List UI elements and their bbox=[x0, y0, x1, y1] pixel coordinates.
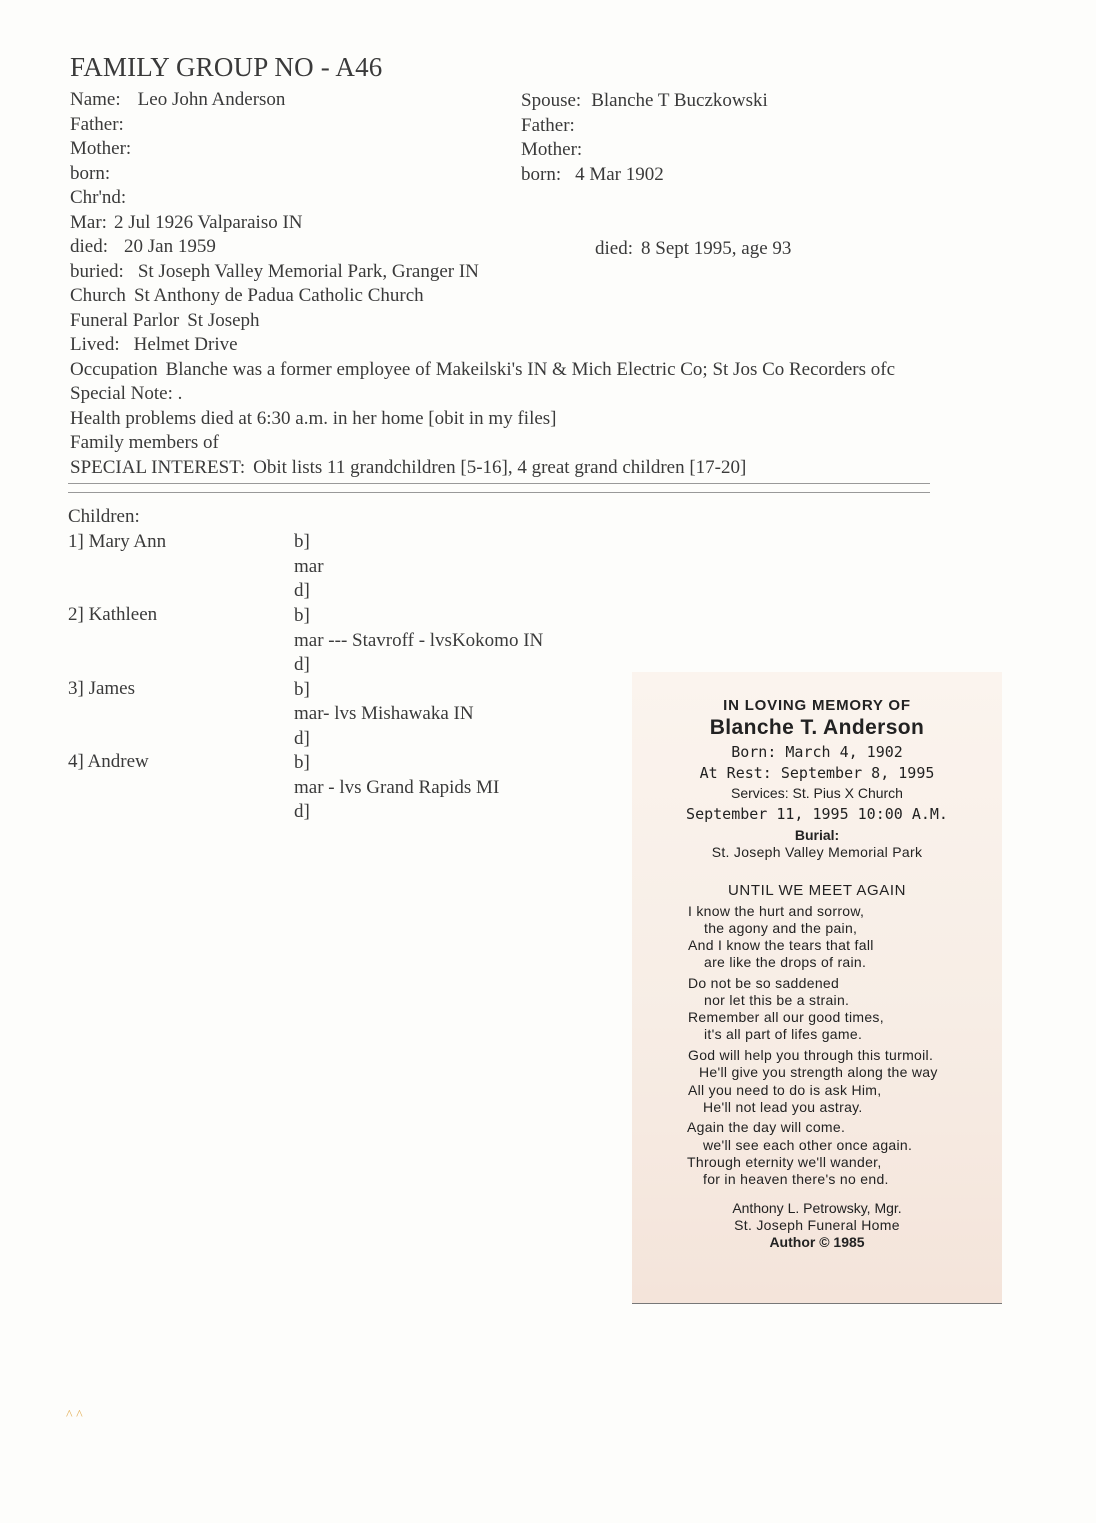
separator-line bbox=[68, 483, 930, 493]
father-label: Father: bbox=[70, 114, 124, 135]
church-row bbox=[70, 284, 424, 308]
spouse-label: Spouse: bbox=[521, 90, 582, 111]
husband-father-row bbox=[70, 113, 124, 137]
husband-born-row bbox=[70, 162, 110, 186]
born-label: born: bbox=[70, 163, 111, 184]
special-note-row bbox=[70, 382, 182, 406]
buried-value: St Joseph Valley Memorial Park, Granger IN bbox=[137, 261, 479, 282]
funeral-parlor-row bbox=[70, 309, 260, 333]
poem-line: I know the hurt and sorrow, bbox=[688, 903, 865, 919]
poem-line: He'll give you strength along the way bbox=[699, 1064, 938, 1080]
lived-value: Helmet Drive bbox=[133, 334, 238, 355]
child-marriage: mar- lvs Mishawaka IN bbox=[294, 703, 474, 724]
lived-label: Lived: bbox=[70, 334, 120, 355]
husband-died: 20 Jan 1959 bbox=[124, 236, 216, 257]
child-born: b] bbox=[294, 752, 310, 773]
poem-line: Again the day will come. bbox=[687, 1119, 846, 1135]
buried-row bbox=[70, 260, 479, 284]
card-bottom-edge bbox=[632, 1303, 1002, 1304]
husband-chrnd-row bbox=[70, 186, 126, 210]
poem-line: And I know the tears that fall bbox=[688, 937, 874, 953]
marriage-value: 2 Jul 1926 Valparaiso IN bbox=[113, 212, 303, 233]
child-died: d] bbox=[294, 580, 310, 601]
husband-died-row bbox=[70, 235, 216, 259]
funeral-parlor-label: Funeral Parlor bbox=[70, 310, 180, 331]
chrnd-label: Chr'nd: bbox=[70, 187, 127, 208]
church-value: St Anthony de Padua Catholic Church bbox=[133, 285, 424, 306]
card-burial: St. Joseph Valley Memorial Park bbox=[711, 844, 923, 860]
poem-line: the agony and the pain, bbox=[704, 920, 858, 936]
family-members-row: Family members of bbox=[70, 432, 219, 453]
spouse-born-label: born: bbox=[521, 164, 562, 185]
child-name: 4] Andrew bbox=[68, 751, 149, 772]
spouse-mother-label: Mother: bbox=[521, 139, 583, 160]
child-born: b] bbox=[294, 531, 310, 552]
health-row: Health problems died at 6:30 a.m. in her home [obit in my files] bbox=[70, 408, 557, 429]
card-service-date: September 11, 1995 10:00 A.M. bbox=[686, 805, 948, 823]
spouse-died: 8 Sept 1995, age 93 bbox=[641, 238, 792, 259]
spouse-born-row bbox=[521, 163, 664, 187]
name-label: Name: bbox=[70, 89, 121, 110]
poem-line: nor let this be a strain. bbox=[704, 992, 850, 1008]
child-marriage: mar --- Stavroff - lvsKokomo IN bbox=[294, 630, 544, 651]
mother-label: Mother: bbox=[70, 138, 132, 159]
husband-name: Leo John Anderson bbox=[137, 89, 286, 110]
child-born: b] bbox=[294, 605, 310, 626]
special-note-value: . bbox=[177, 383, 183, 404]
child-marriage: mar - lvs Grand Rapids MI bbox=[294, 777, 500, 798]
mar-label: Mar: bbox=[70, 212, 107, 233]
marriage-row bbox=[70, 211, 303, 235]
card-burial-label: Burial: bbox=[794, 827, 840, 843]
child-name: 3] James bbox=[68, 678, 136, 699]
card-author-copyright: Author © 1985 bbox=[769, 1234, 865, 1250]
spouse-born: 4 Mar 1902 bbox=[575, 164, 664, 185]
card-poem-title: UNTIL WE MEET AGAIN bbox=[727, 882, 907, 899]
spouse-mother-row bbox=[521, 138, 582, 162]
special-interest-label: SPECIAL INTEREST: bbox=[70, 457, 246, 478]
child-marriage: mar bbox=[294, 556, 324, 577]
children-label: Children: bbox=[68, 506, 140, 527]
lived-row bbox=[70, 333, 238, 357]
poem-line: we'll see each other once again. bbox=[703, 1137, 913, 1153]
occupation-value: Blanche was a former employee of Makeilski's IN & Mich Electric Co; St Jos Co Recorders ofc bbox=[165, 359, 896, 380]
poem-line: God will help you through this turmoil. bbox=[688, 1047, 934, 1063]
poem-line: are like the drops of rain. bbox=[704, 954, 867, 970]
spouse-died-row bbox=[595, 237, 791, 261]
special-interest-value: Obit lists 11 grandchildren [5-16], 4 great grand children [17-20] bbox=[253, 457, 747, 478]
card-author-name: Anthony L. Petrowsky, Mgr. bbox=[732, 1200, 902, 1216]
card-services: Services: St. Pius X Church bbox=[731, 785, 903, 801]
poem-line: it's all part of lifes game. bbox=[704, 1026, 863, 1042]
occupation-label: Occupation bbox=[70, 359, 158, 380]
poem-line: Through eternity we'll wander, bbox=[687, 1154, 882, 1170]
card-heading: IN LOVING MEMORY OF bbox=[723, 697, 911, 714]
funeral-parlor-value: St Joseph bbox=[187, 310, 260, 331]
page-title: FAMILY GROUP NO - A46 bbox=[70, 52, 383, 82]
spouse-row bbox=[521, 89, 768, 113]
card-deceased-name: Blanche T. Anderson bbox=[709, 716, 925, 739]
child-died: d] bbox=[294, 728, 310, 749]
child-died: d] bbox=[294, 654, 310, 675]
child-died: d] bbox=[294, 801, 310, 822]
child-name: 1] Mary Ann bbox=[68, 531, 167, 552]
special-interest-row bbox=[70, 456, 746, 480]
card-at-rest: At Rest: September 8, 1995 bbox=[699, 764, 935, 782]
poem-line: He'll not lead you astray. bbox=[703, 1099, 863, 1115]
spouse-father-label: Father: bbox=[521, 115, 575, 136]
poem-line: Remember all our good times, bbox=[688, 1009, 884, 1025]
buried-label: buried: bbox=[70, 261, 124, 282]
card-born: Born: March 4, 1902 bbox=[731, 743, 903, 761]
church-label: Church bbox=[70, 285, 126, 306]
poem-line: Do not be so saddened bbox=[688, 975, 840, 991]
memorial-card bbox=[632, 672, 1002, 1304]
poem-line: for in heaven there's no end. bbox=[703, 1171, 889, 1187]
spouse-father-row bbox=[521, 114, 575, 138]
child-born: b] bbox=[294, 679, 310, 700]
occupation-row bbox=[70, 358, 895, 382]
died-label: died: bbox=[70, 236, 108, 257]
stain-mark: ^ ^ bbox=[66, 1408, 83, 1423]
card-author-home: St. Joseph Funeral Home bbox=[734, 1217, 900, 1233]
child-name: 2] Kathleen bbox=[68, 604, 158, 625]
husband-name-row bbox=[70, 88, 285, 112]
spouse-died-label: died: bbox=[595, 238, 633, 259]
husband-mother-row bbox=[70, 137, 131, 161]
poem-line: All you need to do is ask Him, bbox=[688, 1082, 882, 1098]
spouse-name: Blanche T Buczkowski bbox=[591, 90, 768, 111]
special-note-label: Special Note: bbox=[70, 383, 173, 404]
